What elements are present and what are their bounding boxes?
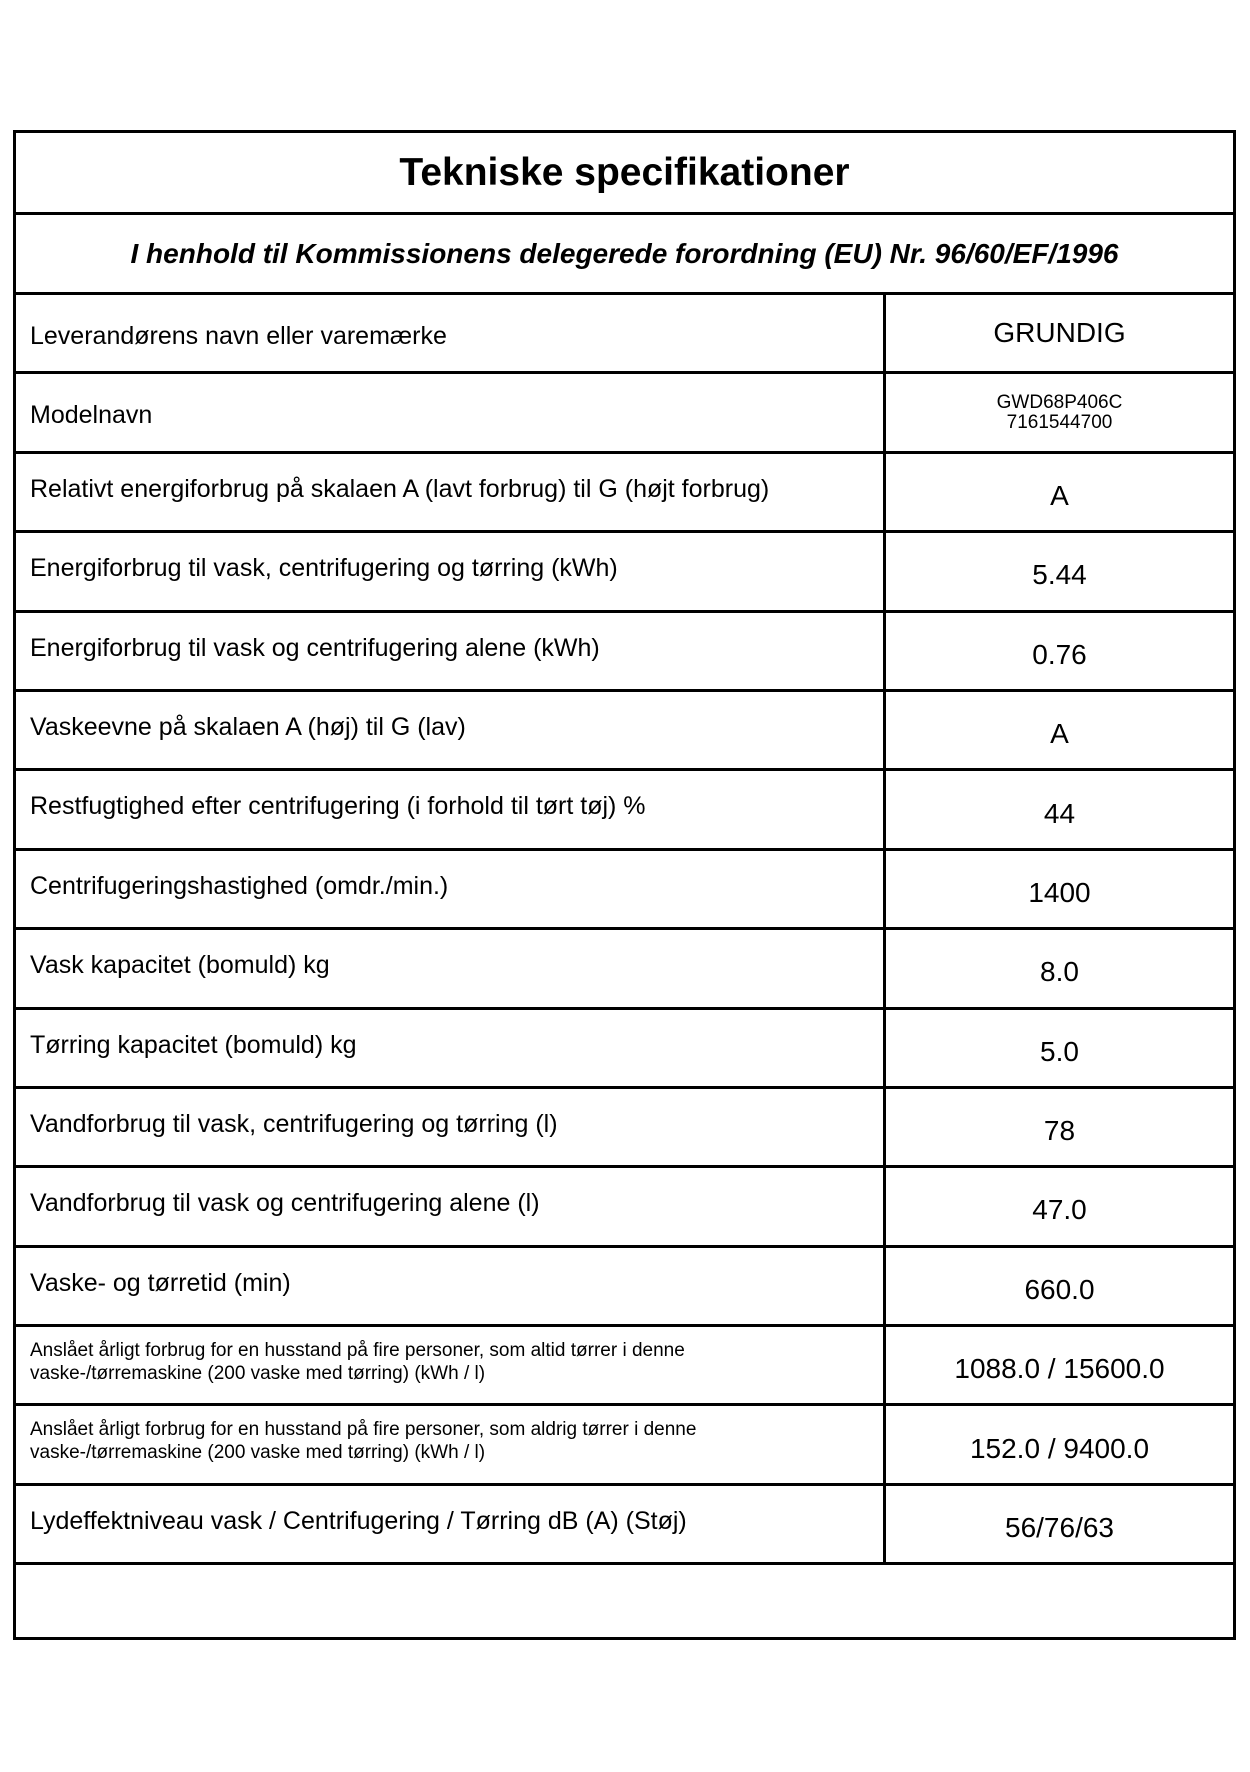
row-label: Energiforbrug til vask, centrifugering og tørring (kWh) [16,533,886,609]
row-value: 152.0 / 9400.0 [969,1432,1150,1464]
row-value: 1400 [1028,876,1091,908]
row-label-line: vaske-/tørremaskine (200 vaske med tørring) (kWh / l) [30,1442,486,1464]
row-value [886,374,1233,450]
table-row [16,1248,1233,1327]
row-label [16,1327,886,1403]
table-row [16,533,1233,612]
row-label: Centrifugeringshastighed (omdr./min.) [16,851,886,927]
row-label: Restfugtighed efter centrifugering (i forhold til tørt tøj) % [16,771,886,847]
row-value: 0.76 [1032,638,1087,670]
table-row [16,613,1233,692]
row-label: Modelnavn [16,374,886,450]
page-subtitle: I henhold til Kommissionens delegerede forordning (EU) Nr. 96/60/EF/1996 [16,215,1233,295]
row-value: 5.44 [1032,559,1087,591]
row-label-line: Anslået årligt forbrug for en husstand på fire personer, som aldrig tørrer i denne [30,1419,697,1441]
table-row [16,454,1233,533]
table-row [16,1010,1233,1089]
table-row [16,771,1233,850]
row-value: GRUNDIG [993,317,1126,348]
row-label: Vask kapacitet (bomuld) kg [16,930,886,1006]
row-label: Vandforbrug til vask, centrifugering og tørring (l) [16,1089,886,1165]
row-label: Leverandørens navn eller varemærke [16,295,886,371]
table-row [16,295,1233,374]
table-row [16,1486,1233,1565]
table-row [16,1327,1233,1406]
row-label: Energiforbrug til vask og centrifugering alene (kWh) [16,613,886,689]
row-label-line: Anslået årligt forbrug for en husstand på fire personer, som altid tørrer i denne [30,1340,685,1362]
spec-sheet [13,130,1236,1640]
table-row [16,851,1233,930]
page-title: Tekniske specifikationer [16,133,1233,215]
spec-table [16,295,1233,1635]
row-value: 660.0 [1024,1273,1095,1305]
row-label-line: vaske-/tørremaskine (200 vaske med tørring) (kWh / l) [30,1363,486,1385]
model-name: GWD68P406C [996,391,1123,413]
empty-footer-row [16,1565,1233,1635]
row-label: Vaskeevne på skalaen A (høj) til G (lav) [16,692,886,768]
row-value: 44 [1043,797,1076,829]
row-label: Lydeffektniveau vask / Centrifugering / Tørring dB (A) (Støj) [16,1486,886,1562]
row-label: Vaske- og tørretid (min) [16,1248,886,1324]
table-row [16,1168,1233,1247]
row-value: 5.0 [1040,1035,1079,1067]
row-value: A [1050,718,1069,750]
table-row [16,374,1233,453]
table-row [16,1406,1233,1485]
row-label [16,1406,886,1482]
table-row [16,1089,1233,1168]
row-value: 1088.0 / 15600.0 [954,1353,1165,1385]
row-label: Tørring kapacitet (bomuld) kg [16,1010,886,1086]
row-value: 56/76/63 [1005,1512,1114,1544]
row-value: 47.0 [1032,1194,1087,1226]
table-row [16,692,1233,771]
row-value: 78 [1043,1115,1076,1147]
row-value: 8.0 [1040,956,1079,988]
row-value: A [1050,479,1069,511]
table-row [16,930,1233,1009]
model-number: 7161544700 [1006,411,1113,433]
row-label: Vandforbrug til vask og centrifugering alene (l) [16,1168,886,1244]
row-label: Relativt energiforbrug på skalaen A (lavt forbrug) til G (højt forbrug) [16,454,886,530]
